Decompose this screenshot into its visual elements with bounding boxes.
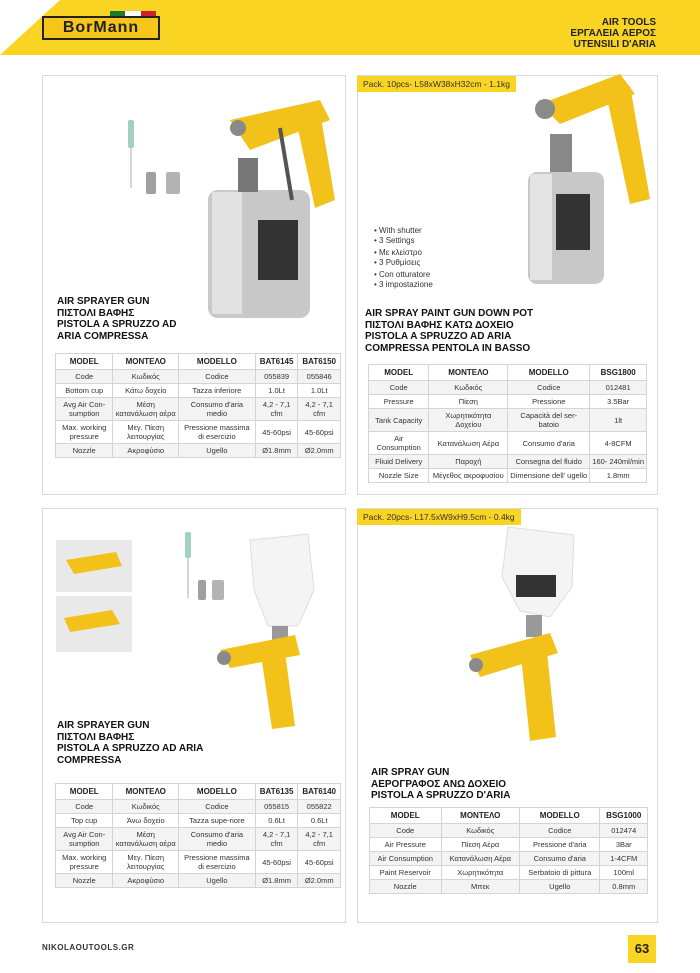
column-header: ΜΟΝΤΕΛΟ (441, 808, 520, 824)
spec-table-4 (369, 807, 648, 894)
table-row (369, 469, 647, 483)
table-row (56, 814, 341, 828)
table-cell: Tazza supe-riore (179, 814, 256, 828)
table-cell: Air Pressure (370, 838, 442, 852)
column-header: MODEL (56, 354, 113, 370)
table-cell: Χωρητικότητα Δοχείου (429, 409, 508, 432)
table-cell: 160- 240ml/min (590, 455, 647, 469)
table-cell: 4,2 - 7,1 cfm (298, 398, 341, 421)
table-cell: Pressure (369, 395, 429, 409)
table-cell: Consumo d'aria medio (179, 398, 256, 421)
product-3-title: AIR SPRAYER GUN ΠΙΣΤΟΛΙ ΒΑΦΗΣ PISTOLA A SPRUZZO AD ARIA COMPRESSA (57, 720, 204, 766)
table-cell: 0.6Lt (298, 814, 341, 828)
category-el: ΕΡΓΑΛΕΙΑ ΑΕΡΟΣ (570, 28, 656, 39)
table-cell: Ugello (179, 444, 256, 458)
table-row (369, 409, 647, 432)
table-cell: Fliuid Delivery (369, 455, 429, 469)
table-row (369, 432, 647, 455)
table-cell: 1.0Lt (298, 384, 341, 398)
table-row (56, 874, 341, 888)
table-row (56, 421, 341, 444)
airbrush-top-cup-image (450, 525, 590, 745)
spray-gun-detail-closeups (56, 540, 132, 660)
table-cell: Κωδικός (113, 800, 179, 814)
table-cell: Bottom cup (56, 384, 113, 398)
table-cell: Μεγ. Πίεση λειτουργίας (113, 421, 179, 444)
product-4-title: AIR SPRAY GUN ΑΕΡΟΓΡΑΦΟΣ ΑΝΩ ΔΟΧΕΙΟ PISTOLA A SPRUZZO D'ARIA (371, 767, 511, 801)
table-cell: Serbatoio di pittura (520, 866, 600, 880)
table-cell: 4-8CFM (590, 432, 647, 455)
table-cell: 45-60psi (255, 851, 298, 874)
table-row (56, 851, 341, 874)
table-cell: Max. working pressure (56, 421, 113, 444)
column-header: MODEL (370, 808, 442, 824)
table-cell: Dimensione dell' ugello (508, 469, 590, 483)
table-cell: Μέγεθος ακροφυσίου (429, 469, 508, 483)
table-cell: Nozzle (370, 880, 442, 894)
table-row (56, 398, 341, 421)
category-header (570, 17, 656, 50)
pack-info-4: Pack. 20pcs- L17.5xW9xH9.5cm - 0.4kg (357, 509, 521, 525)
table-cell: 055839 (255, 370, 298, 384)
table-cell: Ø1.8mm (255, 874, 298, 888)
product-2-title: AIR SPRAY PAINT GUN DOWN POT ΠΙΣΤΟΛΙ ΒΑΦΗΣ ΚΑΤΩ ΔΟΧΕΙΟ PISTOLA A SPRUZZO AD ARIA COMPRESSA PENTOLA IN BASSO (365, 308, 534, 354)
table-cell: Consegna del fluido (508, 455, 590, 469)
table-cell: 4,2 - 7,1 cfm (298, 828, 341, 851)
table-cell: 100ml (600, 866, 648, 880)
table-cell: Μεγ. Πίεση λειτουργίας (113, 851, 179, 874)
table-cell: 3Bar (600, 838, 648, 852)
table-cell: Codice (508, 381, 590, 395)
table-cell: Ugello (520, 880, 600, 894)
table-header-row (56, 784, 341, 800)
table-cell: Air Consumption (370, 852, 442, 866)
table-cell: Avg Air Con-sumption (56, 398, 113, 421)
table-cell: 4,2 - 7,1 cfm (255, 398, 298, 421)
table-cell: 1.8mm (590, 469, 647, 483)
table-header-row (369, 365, 647, 381)
footer-website: NIKOLAOUTOOLS.GR (42, 943, 135, 952)
table-cell: 45-60psi (255, 421, 298, 444)
feature-en: • With shutter • 3 Settings (374, 226, 422, 245)
table-cell: Nozzle Size (369, 469, 429, 483)
table-cell: Κατανάλωση Αέρα (441, 852, 520, 866)
table-row (56, 370, 341, 384)
table-cell: Avg Air Con-sumption (56, 828, 113, 851)
table-cell: Nozzle (56, 874, 113, 888)
table-row (369, 395, 647, 409)
column-header: MODELLO (520, 808, 600, 824)
table-cell: Pressione d'aria (520, 838, 600, 852)
table-row (56, 800, 341, 814)
table-row (370, 880, 648, 894)
table-cell: Μπεκ (441, 880, 520, 894)
table-cell: 3.5Bar (590, 395, 647, 409)
column-header: MODELLO (508, 365, 590, 381)
table-cell: Air Consumption (369, 432, 429, 455)
table-cell: Capacità del ser-batoio (508, 409, 590, 432)
table-row (370, 838, 648, 852)
table-cell: Κάτω δοχείο (113, 384, 179, 398)
table-cell: Άνω δοχείο (113, 814, 179, 828)
category-it: UTENSILI D'ARIA (573, 39, 656, 50)
table-cell: Pressione massima di esercizio (179, 421, 256, 444)
column-header: ΜΟΝΤΕΛΟ (113, 784, 179, 800)
column-header: ΜΟΝΤΕΛΟ (429, 365, 508, 381)
table-cell: 4,2 - 7,1 cfm (255, 828, 298, 851)
table-cell: Code (369, 381, 429, 395)
spec-table-3 (55, 783, 341, 888)
table-cell: Top cup (56, 814, 113, 828)
table-row (369, 381, 647, 395)
table-cell: 0.6Lt (255, 814, 298, 828)
column-header: BAT6135 (255, 784, 298, 800)
table-cell: Ακροφύσιο (113, 874, 179, 888)
table-cell: Code (56, 800, 113, 814)
table-header-row (56, 354, 341, 370)
table-header-row (370, 808, 648, 824)
table-cell: 1-4CFM (600, 852, 648, 866)
table-row (56, 384, 341, 398)
table-cell: 055822 (298, 800, 341, 814)
table-cell: 012481 (590, 381, 647, 395)
table-cell: Codice (179, 800, 256, 814)
table-cell: Μέση κατανάλωση αέρα (113, 828, 179, 851)
column-header: BSG1800 (590, 365, 647, 381)
spec-table-1 (55, 353, 341, 458)
feature-list-2 (374, 226, 433, 292)
table-cell: Codice (520, 824, 600, 838)
pack-info-2: Pack. 10pcs- L58xW38xH32cm - 1.1kg (357, 76, 516, 92)
feature-it: • Con otturatore • 3 impostazione (374, 270, 433, 289)
table-cell: Πίεση Αέρα (441, 838, 520, 852)
table-row (56, 444, 341, 458)
table-cell: Παροχή (429, 455, 508, 469)
table-cell: Consumo d'aria (508, 432, 590, 455)
table-cell: Nozzle (56, 444, 113, 458)
table-cell: Consumo d'aria medio (179, 828, 256, 851)
table-cell: Ø1.8mm (255, 444, 298, 458)
spec-table-2 (368, 364, 647, 483)
spray-gun-down-pot-image (500, 64, 660, 294)
table-cell: Ugello (179, 874, 256, 888)
table-cell: Μέση κατανάλωση αέρα (113, 398, 179, 421)
table-cell: Ø2.0mm (298, 444, 341, 458)
table-cell: Pressione (508, 395, 590, 409)
table-cell: Code (370, 824, 442, 838)
table-cell: Κωδικός (429, 381, 508, 395)
table-row (370, 852, 648, 866)
table-cell: 1lt (590, 409, 647, 432)
feature-el: • Με κλείστρο • 3 Ρυθμίσεις (374, 248, 422, 267)
table-cell: Tazza inferiore (179, 384, 256, 398)
column-header: MODEL (369, 365, 429, 381)
column-header: BAT6150 (298, 354, 341, 370)
table-cell: Consumo d'aria (520, 852, 600, 866)
spray-gun-bottom-cup-image (120, 80, 340, 320)
table-cell: Κωδικός (113, 370, 179, 384)
column-header: BAT6145 (255, 354, 298, 370)
table-cell: 055815 (255, 800, 298, 814)
column-header: MODEL (56, 784, 113, 800)
table-cell: Code (56, 370, 113, 384)
table-cell: Pressione massima di esercizio (179, 851, 256, 874)
column-header: BAT6140 (298, 784, 341, 800)
category-en: AIR TOOLS (601, 17, 656, 28)
table-cell: Ακροφύσιο (113, 444, 179, 458)
column-header: MODELLO (179, 784, 256, 800)
product-1-title: AIR SPRAYER GUN ΠΙΣΤΟΛΙ ΒΑΦΗΣ PISTOLA A SPRUZZO AD ARIA COMPRESSA (57, 296, 177, 342)
column-header: BSG1000 (600, 808, 648, 824)
table-row (369, 455, 647, 469)
table-cell: Πίεση (429, 395, 508, 409)
table-row (370, 866, 648, 880)
table-cell: Κωδικός (441, 824, 520, 838)
page-number: 63 (628, 935, 656, 963)
table-row (370, 824, 648, 838)
table-row (56, 828, 341, 851)
table-cell: 012474 (600, 824, 648, 838)
table-cell: 0.8mm (600, 880, 648, 894)
table-cell: 45-60psi (298, 851, 341, 874)
table-cell: Tank Capacity (369, 409, 429, 432)
table-cell: Ø2.0mm (298, 874, 341, 888)
column-header: ΜΟΝΤΕΛΟ (113, 354, 179, 370)
table-cell: Codice (179, 370, 256, 384)
table-cell: Κατανάλωση Αέρα (429, 432, 508, 455)
spray-gun-top-cup-image (180, 530, 330, 730)
table-cell: 1.0Lt (255, 384, 298, 398)
brand-logo: BorMann (42, 16, 160, 40)
column-header: MODELLO (179, 354, 256, 370)
table-cell: Χωρητικότητα (441, 866, 520, 880)
table-cell: 45-60psi (298, 421, 341, 444)
table-cell: Max. working pressure (56, 851, 113, 874)
table-cell: Paint Reservoir (370, 866, 442, 880)
table-cell: 055846 (298, 370, 341, 384)
